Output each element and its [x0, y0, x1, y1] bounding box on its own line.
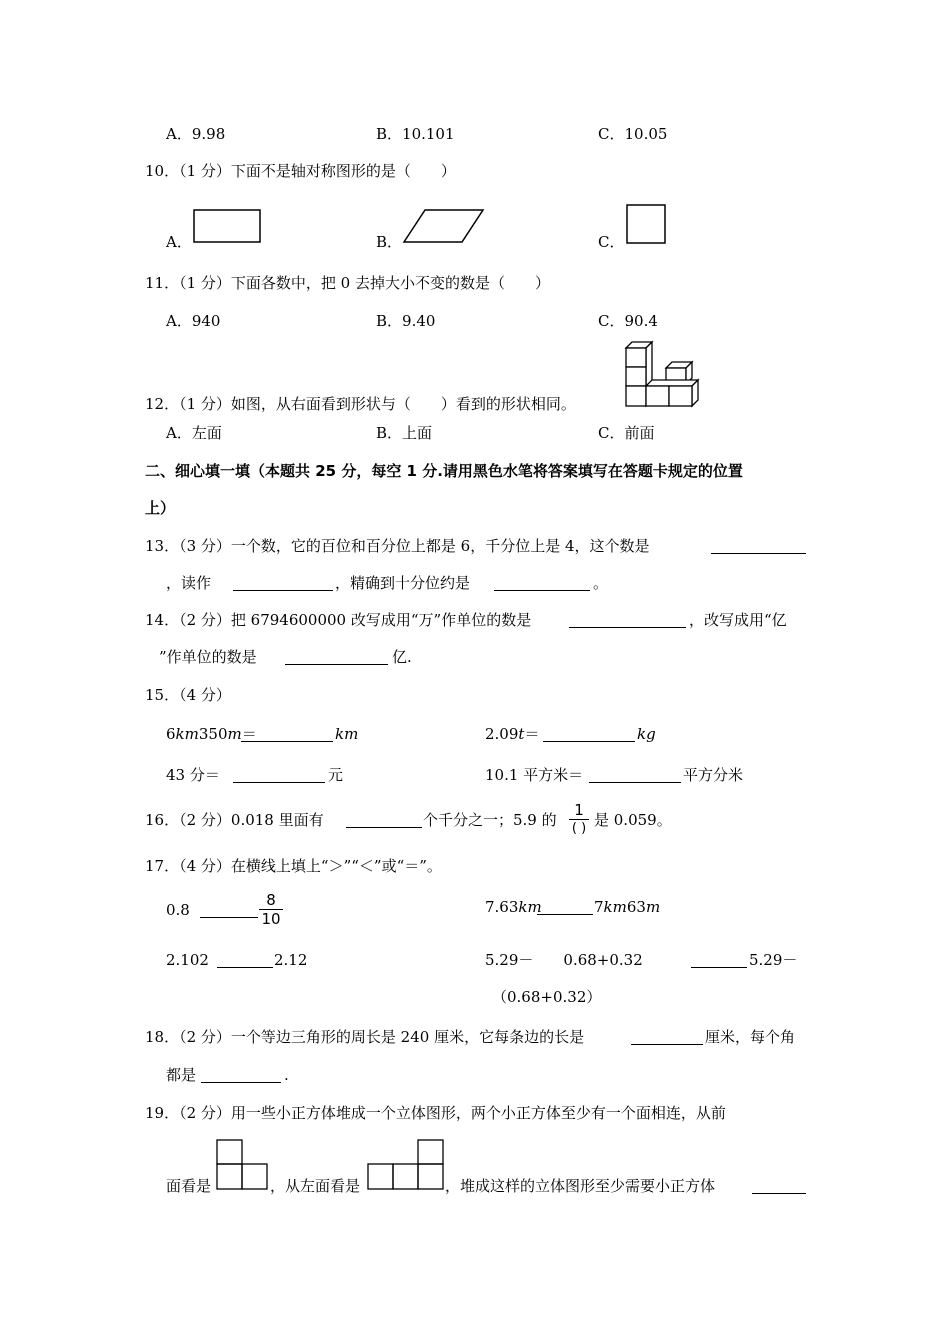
q9-option-c: C．10.05	[598, 125, 668, 143]
q14-answer-blank-2[interactable]	[285, 650, 388, 665]
q17-item-d-paren: （0.68+0.32）	[492, 988, 602, 1006]
q18-text-2: 厘米，每个角	[705, 1028, 796, 1046]
q13-answer-blank-2[interactable]	[233, 576, 333, 591]
q11-option-b: B．9.40	[376, 312, 436, 330]
q18-text-4: .	[284, 1066, 289, 1084]
q19-text-1: 19．（2 分）用一些小正方体堆成一个立体图形，两个小正方体至少有一个面相连，从前	[145, 1104, 726, 1122]
q15-item-d: 10.1 平方米＝	[485, 766, 584, 784]
q12-option-b: B．上面	[376, 424, 433, 442]
q15-item-c: 43 分＝	[166, 766, 220, 784]
q14-text-4: 亿.	[392, 648, 412, 666]
q18-text-3: 都是	[166, 1066, 197, 1084]
q18-answer-blank-1[interactable]	[631, 1030, 703, 1045]
q11-option-c: C．90.4	[598, 312, 658, 330]
front-view-icon	[216, 1139, 270, 1191]
q16-text-3: 是 0.059。	[594, 811, 672, 829]
q17-stem: 17．（4 分）在横线上填上“＞”“＜”或“＝”。	[145, 857, 442, 875]
q18-text-1: 18．（2 分）一个等边三角形的周长是 240 厘米，它每条边的长是	[145, 1028, 585, 1046]
q15-stem: 15．（4 分）	[145, 686, 231, 704]
q9-option-a: A．9.98	[166, 125, 226, 143]
q10-option-b: B．	[376, 233, 403, 251]
q13-text-4: 。	[593, 574, 609, 592]
q17-item-d-left: 5.29－ 0.68+0.32	[485, 951, 643, 969]
q12-stem: 12．（1 分）如图，从右面看到形状与（ ）看到的形状相同。	[145, 395, 576, 413]
q10-option-c: C．	[598, 233, 625, 251]
q13-answer-blank-3[interactable]	[494, 576, 590, 591]
q17-item-a: 0.8	[166, 901, 190, 919]
q17-item-b-right: 7km63m	[594, 898, 661, 916]
q17-fraction-den: 10	[261, 910, 281, 928]
section-heading-line1: 二、细心填一填（本题共 25 分，每空 1 分.请用黑色水笔将答案填写在答题卡规定的位置	[145, 462, 743, 480]
q16-text-2: 个千分之一；5.9 的	[423, 811, 557, 829]
q17-answer-blank-b[interactable]	[537, 900, 593, 915]
q15-unit-a: km	[335, 725, 359, 743]
q15-unit-b: kg	[637, 725, 656, 743]
q10-stem: 10．（1 分）下面不是轴对称图形的是（ ）	[145, 162, 456, 180]
q17-item-c-right: 2.12	[274, 951, 308, 969]
q17-answer-blank-a[interactable]	[200, 903, 258, 918]
q14-text-3: ”作单位的数是	[159, 648, 257, 666]
q15-item-a: 6km350m＝	[166, 725, 257, 743]
cube-stack-icon	[624, 338, 698, 410]
q15-unit-d: 平方分米	[683, 766, 744, 784]
q17-answer-blank-d[interactable]	[691, 953, 747, 968]
q9-option-b: B．10.101	[376, 125, 455, 143]
q16-answer-blank[interactable]	[346, 813, 422, 828]
q15-item-b: 2.09t＝	[485, 725, 540, 743]
rectangle-icon	[193, 209, 263, 245]
q16-text-1: 16．（2 分）0.018 里面有	[145, 811, 324, 829]
q15-answer-blank-a[interactable]	[241, 727, 333, 742]
q14-text-1: 14．（2 分）把 6794600000 改写成用“万”作单位的数是	[145, 611, 532, 629]
q16-fraction-den: ( )	[571, 821, 587, 836]
q15-answer-blank-b[interactable]	[543, 727, 635, 742]
q13-text-1: 13．（3 分）一个数，它的百位和百分位上都是 6，千分位上是 4，这个数是	[145, 537, 650, 555]
q12-option-a: A．左面	[166, 424, 222, 442]
q17-item-d-right: 5.29－	[749, 951, 798, 969]
q13-text-3: ，精确到十分位约是	[335, 574, 471, 592]
left-view-icon	[367, 1139, 447, 1191]
q16-fraction-num: 1	[574, 801, 584, 819]
q16-fraction	[569, 801, 589, 838]
q13-answer-blank-1[interactable]	[711, 539, 806, 554]
q17-item-c-left: 2.102	[166, 951, 209, 969]
q17-fraction	[259, 891, 283, 928]
q10-option-a: A．	[166, 233, 192, 251]
q18-answer-blank-2[interactable]	[201, 1068, 281, 1083]
q19-text-3: ，从左面看是	[270, 1177, 361, 1195]
q11-option-a: A．940	[166, 312, 221, 330]
section-heading-line2: 上）	[145, 499, 176, 517]
q17-answer-blank-c[interactable]	[217, 953, 273, 968]
q15-unit-c: 元	[328, 766, 344, 784]
q14-answer-blank-1[interactable]	[569, 613, 686, 628]
q11-stem: 11．（1 分）下面各数中，把 0 去掉大小不变的数是（ ）	[145, 274, 550, 292]
q19-answer-blank[interactable]	[752, 1179, 806, 1194]
q17-item-b-left: 7.63km	[485, 898, 542, 916]
q14-text-2: ，改写成用“亿	[689, 611, 787, 629]
q17-fraction-num: 8	[266, 891, 276, 909]
parallelogram-icon	[403, 209, 485, 245]
q19-text-2: 面看是	[166, 1177, 212, 1195]
square-icon	[626, 204, 668, 246]
q12-option-c: C．前面	[598, 424, 655, 442]
q13-text-2: ，读作	[166, 574, 212, 592]
q19-text-4: ，堆成这样的立体图形至少需要小正方体	[445, 1177, 716, 1195]
q15-answer-blank-d[interactable]	[589, 768, 681, 783]
q15-answer-blank-c[interactable]	[233, 768, 325, 783]
